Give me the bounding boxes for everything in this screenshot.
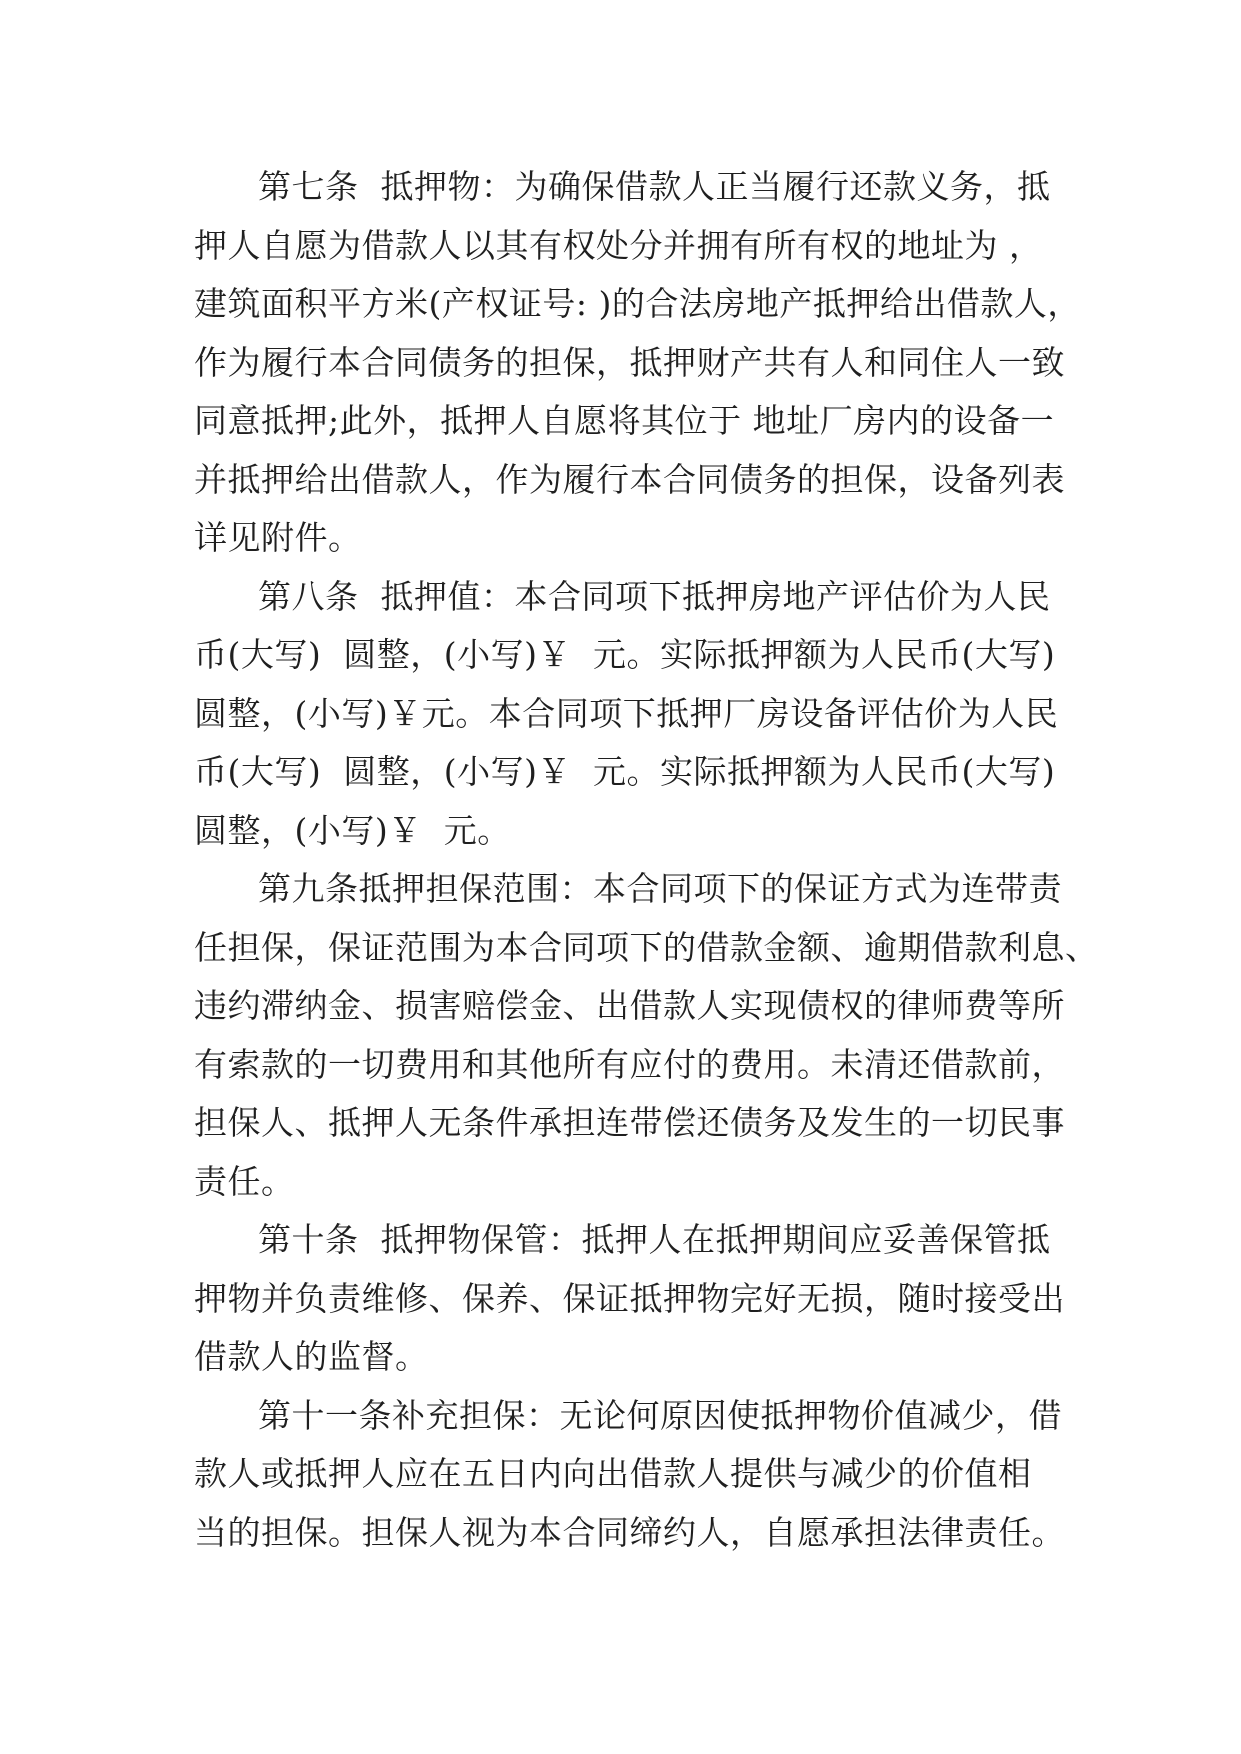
paragraph-line: 第七条 抵押物：为确保借款人正当履行还款义务，抵	[258, 167, 1051, 206]
paragraph-line: 押人自愿为借款人以其有权处分并拥有所有权的地址为 ，	[194, 225, 1043, 265]
paragraph-line: 并抵押给出借款人，作为履行本合同债务的担保，设备列表	[194, 459, 1065, 499]
article-9	[194, 860, 1099, 1211]
article-8	[194, 568, 1074, 861]
paragraph-line: 圆整，(小写)￥元。本合同项下抵押厂房设备评估价为人民	[194, 693, 1059, 733]
paragraph-line: 责任。	[194, 1161, 295, 1201]
article-10	[194, 1211, 1074, 1387]
paragraph-line: 圆整，(小写)￥ 元。	[194, 810, 511, 850]
paragraph-line: 第十条 抵押物保管：抵押人在抵押期间应妥善保管抵	[258, 1220, 1051, 1259]
paragraph-line: 币(大写) 圆整，(小写)￥ 元。实际抵押额为人民币(大写)	[194, 635, 1056, 674]
paragraph-line: 担保人、抵押人无条件承担连带偿还债务及发生的一切民事	[194, 1103, 1065, 1142]
paragraph-line: 详见附件。	[194, 518, 362, 557]
article-7	[194, 158, 1081, 568]
paragraph-line: 作为履行本合同债务的担保，抵押财产共有人和同住人一致	[194, 342, 1065, 382]
paragraph-line: 任担保，保证范围为本合同项下的借款金额、逾期借款利息、	[194, 927, 1099, 967]
paragraph-line: 当的担保。担保人视为本合同缔约人，自愿承担法律责任。	[194, 1512, 1065, 1552]
paragraph-line: 同意抵押;此外，抵押人自愿将其位于 地址厂房内的设备一	[194, 401, 1055, 440]
paragraph-line: 第十一条补充担保：无论何原因使抵押物价值减少，借	[258, 1395, 1062, 1435]
paragraph-line: 借款人的监督。	[194, 1337, 429, 1376]
paragraph-line: 币(大写) 圆整，(小写)￥ 元。实际抵押额为人民币(大写)	[194, 752, 1056, 791]
paragraph-line: 有索款的一切费用和其他所有应付的费用。未清还借款前，	[194, 1044, 1065, 1084]
paragraph-line: 第九条抵押担保范围：本合同项下的保证方式为连带责	[258, 869, 1062, 908]
paragraph-line: 违约滞纳金、损害赔偿金、出借款人实现债权的律师费等所	[194, 986, 1065, 1025]
article-11	[194, 1387, 1074, 1563]
contract-body	[194, 158, 1099, 1562]
paragraph-line: 第八条 抵押值：本合同项下抵押房地产评估价为人民	[258, 576, 1051, 616]
paragraph-line: 建筑面积平方米(产权证号: )的合法房地产抵押给出借款人，	[194, 284, 1081, 323]
paragraph-line: 押物并负责维修、保养、保证抵押物完好无损，随时接受出	[194, 1278, 1065, 1318]
paragraph-line: 款人或抵押人应在五日内向出借款人提供与减少的价值相	[194, 1454, 1032, 1493]
